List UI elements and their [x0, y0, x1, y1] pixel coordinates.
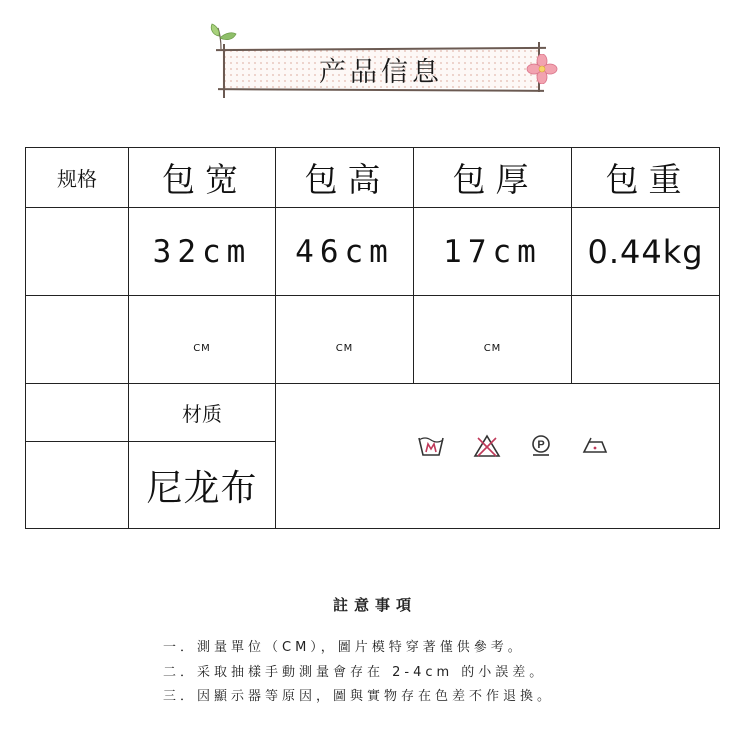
empty-cell: [26, 208, 129, 296]
header-weight: 包重: [605, 160, 692, 199]
unit-cell: [276, 296, 414, 384]
header-cell: [276, 148, 414, 208]
value-cell: [276, 208, 414, 296]
empty-cell: [26, 442, 129, 529]
iron-low-icon: [581, 434, 609, 458]
material-label: 材质: [182, 402, 222, 426]
page-title: 产品信息: [319, 57, 443, 88]
header-cell: [572, 148, 720, 208]
notes-title: 註意事項: [332, 596, 417, 614]
empty-cell: [572, 296, 720, 384]
flower-icon: [526, 54, 558, 84]
unit-cell: [414, 296, 572, 384]
notes-list: [163, 636, 723, 710]
header-depth: 包厚: [452, 160, 539, 199]
material-value: 尼龙布: [146, 467, 258, 509]
header-width: 包宽: [162, 160, 248, 199]
care-icons: [276, 434, 719, 478]
unit-cell: [129, 296, 276, 384]
care-cell: [276, 384, 720, 529]
header-cell: [129, 148, 276, 208]
note-item: 三．因顯示器等原因，圖與實物存在色差不作退換。: [163, 689, 555, 704]
table-row-units: [26, 296, 720, 384]
table-row-material-label: [26, 384, 720, 442]
value-height: 46cm: [295, 233, 394, 270]
spec-label: 规格: [57, 167, 97, 191]
table-row-headers: [26, 148, 720, 208]
value-width: 32cm: [152, 233, 252, 270]
unit-label: CM: [193, 342, 211, 354]
value-weight: 0.44kg: [587, 232, 704, 271]
spec-label-cell: [26, 148, 129, 208]
header-cell: [414, 148, 572, 208]
empty-cell: [26, 384, 129, 442]
material-label-cell: [129, 384, 276, 442]
hand-wash-icon: [417, 434, 445, 458]
unit-label: CM: [335, 342, 354, 354]
material-value-cell: [129, 442, 276, 529]
table-row-values: [26, 208, 720, 296]
empty-cell: [26, 296, 129, 384]
value-cell: [414, 208, 572, 296]
value-depth: 17cm: [443, 233, 542, 270]
value-cell: [572, 208, 720, 296]
dry-clean-p-icon: [529, 434, 553, 458]
value-cell: [129, 208, 276, 296]
title-banner: [216, 40, 546, 98]
header-height: 包高: [304, 160, 391, 199]
no-bleach-icon: [473, 434, 501, 458]
note-item: 一．測量單位（CM），圖片模特穿著僅供參考。: [163, 640, 525, 655]
note-item: 二．采取抽樣手動測量會存在 2-4cm 的小誤差。: [163, 664, 547, 680]
svg-text:P: P: [536, 439, 545, 451]
unit-label: CM: [483, 342, 502, 354]
spec-table: [25, 147, 720, 529]
